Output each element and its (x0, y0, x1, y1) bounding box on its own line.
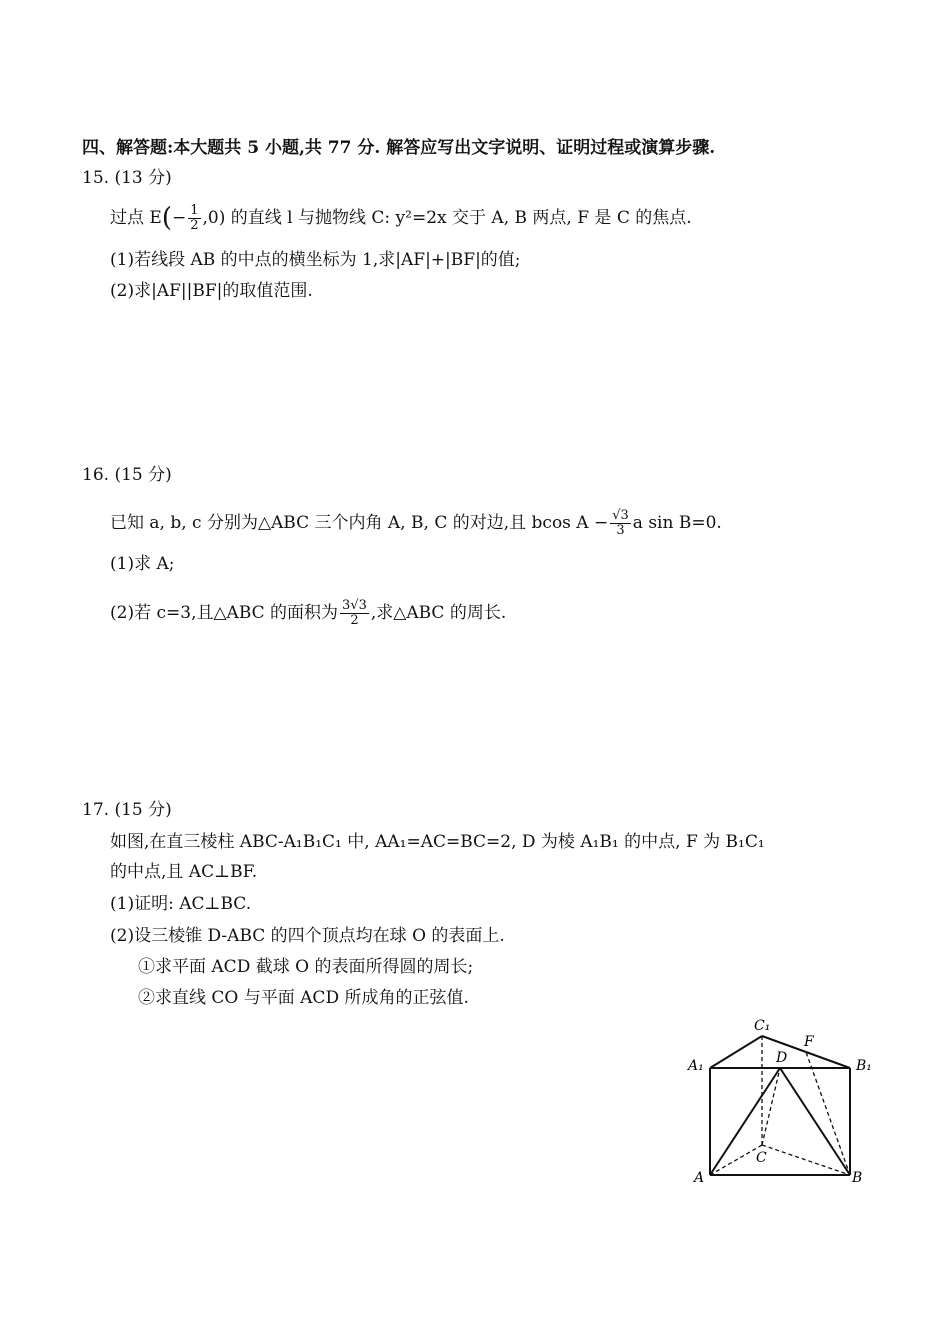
edge-D-B (780, 1068, 850, 1175)
q16-part2-frac-den: 2 (350, 613, 359, 628)
q16-part2-frac-num: 3√3 (342, 598, 367, 613)
q15-fraction (188, 204, 200, 233)
edge-C-B (762, 1145, 850, 1175)
edge-A-C (710, 1145, 762, 1175)
q17-stem-line2: 的中点,且 AC⊥BF. (110, 862, 258, 882)
q17-number: 17. (15 分) (82, 800, 172, 820)
q16-part2-post: ,求△ABC 的周长. (370, 603, 507, 623)
q15-part2: (2)求|AF||BF|的取值范围. (110, 281, 313, 301)
edge-C-D (762, 1068, 780, 1145)
q16-stem-post: a sin B=0. (632, 513, 722, 533)
prism-figure (680, 1010, 880, 1190)
label-A1: A₁ (688, 1058, 704, 1074)
label-D: D (776, 1050, 788, 1066)
label-A: A (694, 1170, 705, 1186)
q16-part2-pre: (2)若 c=3,且△ABC 的面积为 (110, 603, 339, 623)
label-B1: B₁ (856, 1058, 872, 1074)
q17-part2-i: ①求平面 ACD 截球 O 的表面所得圆的周长; (138, 957, 474, 977)
edge-B-F (806, 1052, 850, 1175)
q15-frac-den: 2 (190, 218, 199, 233)
q15-stem-pre: 过点 E (110, 208, 162, 228)
label-C1: C₁ (754, 1018, 771, 1034)
edge-A1-C1 (710, 1036, 762, 1068)
q17-part2-ii: ②求直线 CO 与平面 ACD 所成角的正弦值. (138, 988, 469, 1008)
label-F: F (804, 1034, 814, 1050)
q17-part1: (1)证明: AC⊥BC. (110, 894, 252, 914)
q16-number: 16. (15 分) (82, 465, 172, 485)
edge-A-D (710, 1068, 780, 1175)
q16-stem (110, 509, 722, 538)
q16-part2 (110, 599, 506, 628)
q15-number: 15. (13 分) (82, 168, 172, 188)
q16-part2-fraction (340, 599, 369, 628)
section-heading: 四、解答题:本大题共 5 小题,共 77 分. 解答应写出文字说明、证明过程或演算步骤. (82, 138, 716, 158)
q16-stem-pre: 已知 a, b, c 分别为△ABC 三个内角 A, B, C 的对边,且 bcos A − (110, 513, 609, 533)
label-B: B (852, 1170, 863, 1186)
label-C: C (756, 1150, 767, 1166)
q15-stem-post: ,0) 的直线 l 与抛物线 C: y²=2x 交于 A, B 两点, F 是 C 的焦点. (202, 208, 692, 228)
q15-frac-num: 1 (190, 203, 199, 218)
q16-frac-den: 3 (616, 523, 625, 538)
q16-fraction (610, 509, 631, 538)
q16-part1: (1)求 A; (110, 554, 175, 574)
q15-part1: (1)若线段 AB 的中点的横坐标为 1,求|AF|+|BF|的值; (110, 250, 521, 270)
q15-stem: 过点 E(− $\frac{1}{2}$ ,0) 的直线 l 与抛物线 C: y²=2x 交于 A, B 两点, F 是 C 的焦点. (110, 203, 692, 233)
q17-part2: (2)设三棱锥 D-ABC 的四个顶点均在球 O 的表面上. (110, 926, 505, 946)
q17-stem-line1: 如图,在直三棱柱 ABC-A₁B₁C₁ 中, AA₁=AC=BC=2, D 为棱 A₁B₁ 的中点, F 为 B₁C₁ (110, 832, 765, 852)
q15-paren-open: ( (161, 203, 172, 233)
q16-frac-num: √3 (612, 508, 629, 523)
